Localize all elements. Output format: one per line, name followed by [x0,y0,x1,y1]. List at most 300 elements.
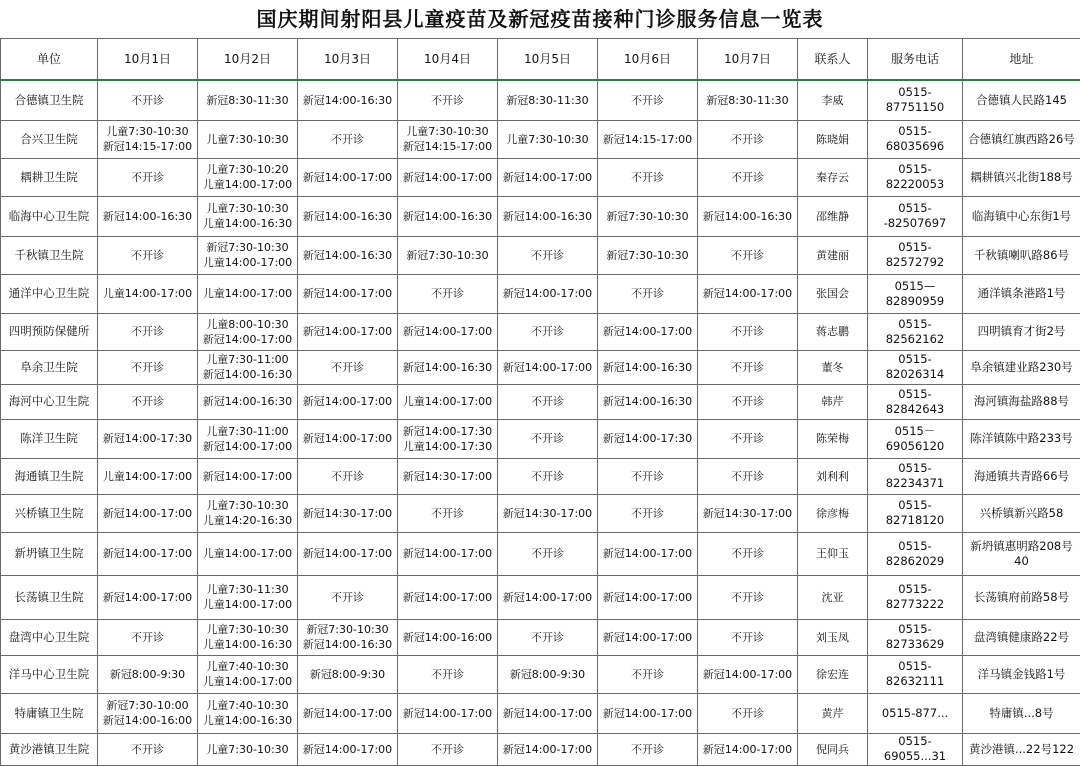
table-row [1,655,1080,693]
table-row [1,532,1080,575]
unit-name-cell: 四明预防保健所 [1,313,98,350]
schedule-entry: 不开诊 [100,248,195,263]
address-cell: 陈洋镇陈中路233号 [963,419,1080,458]
schedule-cell-oct1 [98,494,198,532]
schedule-cell-oct4 [398,494,498,532]
schedule-cell-oct5 [498,619,598,655]
schedule-cell-oct4 [398,733,498,765]
schedule-cell-oct6 [598,693,698,733]
schedule-cell-oct4 [398,120,498,158]
schedule-entry: 新冠14:00-16:30 [300,248,395,263]
schedule-entry: 新冠8:30-11:30 [500,93,595,108]
schedule-entry: 新冠14:00-17:00 [300,742,395,757]
schedule-cell-oct1 [98,274,198,313]
schedule-entry: 儿童7:40-10:30 [200,698,295,713]
address-cell: 耦耕镇兴北街188号 [963,158,1080,196]
address-cell: 阜余镇建业路230号 [963,350,1080,384]
address-cell: 海河镇海盐路88号 [963,384,1080,419]
phone-cell: 0515-82733629 [868,619,963,655]
address-cell: 新坍镇惠明路208号40 [963,532,1080,575]
schedule-cell-oct2 [198,532,298,575]
schedule-cell-oct7 [698,458,798,494]
schedule-entry: 新冠8:00-9:30 [300,667,395,682]
schedule-entry: 新冠14:30-17:00 [500,506,595,521]
schedule-entry: 新冠14:00-17:00 [100,590,195,605]
phone-cell: 0515－69056120 [868,419,963,458]
table-row [1,158,1080,196]
phone-cell: 0515--82507697 [868,196,963,236]
schedule-entry: 新冠8:00-9:30 [500,667,595,682]
schedule-cell-oct5 [498,693,598,733]
schedule-cell-oct4 [398,350,498,384]
schedule-entry: 新冠14:00-16:30 [600,394,695,409]
address-cell: 合德镇人民路145 [963,80,1080,120]
schedule-entry: 不开诊 [700,590,795,605]
column-header-oct6: 10月6日 [598,39,698,81]
address-cell: 通洋镇条港路1号 [963,274,1080,313]
schedule-entry: 新冠14:00-17:00 [400,546,495,561]
address-cell: 临海镇中心东街1号 [963,196,1080,236]
schedule-cell-oct3 [298,619,398,655]
schedule-cell-oct7 [698,158,798,196]
phone-cell: 0515-68035696 [868,120,963,158]
schedule-entry: 新冠14:00-17:00 [300,706,395,721]
contact-person-cell: 韩芹 [798,384,868,419]
schedule-entry: 不开诊 [600,742,695,757]
schedule-entry: 新冠14:15-17:00 [400,139,495,154]
schedule-entry: 儿童7:30-10:30 [200,132,295,147]
schedule-entry: 新冠7:30-10:30 [400,248,495,263]
schedule-entry: 新冠14:30-17:00 [700,506,795,521]
table-row [1,120,1080,158]
schedule-entry: 新冠8:30-11:30 [700,93,795,108]
contact-person-cell: 王仰玉 [798,532,868,575]
schedule-cell-oct7 [698,313,798,350]
schedule-entry: 不开诊 [500,324,595,339]
schedule-cell-oct1 [98,158,198,196]
schedule-cell-oct3 [298,158,398,196]
table-row [1,196,1080,236]
schedule-cell-oct6 [598,419,698,458]
schedule-entry: 不开诊 [100,394,195,409]
phone-cell: 0515-82572792 [868,236,963,274]
schedule-entry: 儿童14:00-16:30 [200,637,295,652]
schedule-cell-oct1 [98,419,198,458]
table-row [1,458,1080,494]
contact-person-cell: 徐彦梅 [798,494,868,532]
schedule-cell-oct5 [498,158,598,196]
schedule-entry: 儿童7:30-10:30 [500,132,595,147]
schedule-cell-oct4 [398,274,498,313]
schedule-entry: 新冠14:00-16:30 [100,209,195,224]
schedule-entry: 不开诊 [400,667,495,682]
schedule-cell-oct1 [98,619,198,655]
phone-cell: 0515-82862029 [868,532,963,575]
schedule-cell-oct6 [598,80,698,120]
column-header-oct5: 10月5日 [498,39,598,81]
schedule-cell-oct3 [298,80,398,120]
schedule-cell-oct7 [698,575,798,619]
schedule-cell-oct7 [698,350,798,384]
schedule-entry: 不开诊 [100,360,195,375]
schedule-cell-oct4 [398,693,498,733]
schedule-entry: 新冠14:00-16:00 [100,713,195,728]
schedule-cell-oct6 [598,384,698,419]
column-header-phone: 服务电话 [868,39,963,81]
schedule-cell-oct2 [198,196,298,236]
schedule-cell-oct5 [498,313,598,350]
contact-person-cell: 张国会 [798,274,868,313]
schedule-cell-oct2 [198,120,298,158]
schedule-cell-oct2 [198,80,298,120]
schedule-entry: 不开诊 [300,590,395,605]
schedule-cell-oct1 [98,120,198,158]
unit-name-cell: 盘湾中心卫生院 [1,619,98,655]
schedule-cell-oct3 [298,196,398,236]
schedule-entry: 新冠14:00-17:00 [200,469,295,484]
schedule-entry: 不开诊 [500,431,595,446]
address-cell: 长荡镇府前路58号 [963,575,1080,619]
schedule-cell-oct2 [198,619,298,655]
schedule-cell-oct3 [298,532,398,575]
schedule-entry: 儿童14:00-17:00 [400,394,495,409]
schedule-cell-oct7 [698,494,798,532]
schedule-entry: 新冠14:00-17:00 [600,590,695,605]
contact-person-cell: 秦存云 [798,158,868,196]
unit-name-cell: 海河中心卫生院 [1,384,98,419]
header-row [1,39,1080,81]
schedule-entry: 新冠14:00-16:30 [400,360,495,375]
schedule-entry: 不开诊 [100,324,195,339]
table-row [1,575,1080,619]
schedule-entry: 不开诊 [400,286,495,301]
schedule-cell-oct6 [598,313,698,350]
schedule-entry: 新冠7:30-10:30 [600,248,695,263]
address-cell: 海通镇共青路66号 [963,458,1080,494]
schedule-cell-oct5 [498,494,598,532]
schedule-entry: 不开诊 [300,360,395,375]
schedule-entry: 不开诊 [600,667,695,682]
schedule-cell-oct1 [98,384,198,419]
schedule-entry: 儿童7:30-10:30 [200,201,295,216]
contact-person-cell: 陈荣梅 [798,419,868,458]
phone-cell: 0515-82026314 [868,350,963,384]
table-row [1,80,1080,120]
schedule-cell-oct4 [398,575,498,619]
schedule-entry: 新冠14:00-17:00 [600,630,695,645]
schedule-cell-oct5 [498,419,598,458]
schedule-entry: 儿童7:30-10:20 [200,162,295,177]
schedule-cell-oct4 [398,80,498,120]
schedule-cell-oct7 [698,655,798,693]
schedule-entry: 新冠8:30-11:30 [200,93,295,108]
schedule-entry: 新冠14:00-17:00 [100,506,195,521]
schedule-cell-oct4 [398,313,498,350]
schedule-entry: 不开诊 [500,546,595,561]
schedule-entry: 不开诊 [300,132,395,147]
schedule-entry: 新冠14:15-17:00 [100,139,195,154]
schedule-entry: 新冠14:00-17:00 [700,667,795,682]
unit-name-cell: 合德镇卫生院 [1,80,98,120]
schedule-cell-oct1 [98,80,198,120]
schedule-cell-oct6 [598,120,698,158]
schedule-entry: 不开诊 [100,170,195,185]
schedule-entry: 不开诊 [700,394,795,409]
schedule-entry: 不开诊 [700,431,795,446]
schedule-entry: 新冠14:00-17:00 [300,546,395,561]
schedule-entry: 不开诊 [400,93,495,108]
schedule-entry: 不开诊 [600,170,695,185]
unit-name-cell: 通洋中心卫生院 [1,274,98,313]
schedule-cell-oct6 [598,274,698,313]
table-row [1,313,1080,350]
schedule-entry: 新冠14:00-16:30 [400,209,495,224]
column-header-contact: 联系人 [798,39,868,81]
schedule-cell-oct4 [398,655,498,693]
schedule-entry: 新冠7:30-10:30 [200,240,295,255]
schedule-entry: 不开诊 [400,506,495,521]
schedule-entry: 不开诊 [700,706,795,721]
table-body [1,80,1080,765]
schedule-cell-oct6 [598,532,698,575]
address-cell: 特庸镇...8号 [963,693,1080,733]
address-cell: 黄沙港镇...22号122 [963,733,1080,765]
schedule-entry: 新冠14:00-17:30 [400,424,495,439]
schedule-entry: 不开诊 [500,469,595,484]
schedule-entry: 不开诊 [700,248,795,263]
schedule-entry: 儿童7:30-11:00 [200,424,295,439]
schedule-entry: 新冠14:00-17:00 [300,324,395,339]
schedule-cell-oct3 [298,120,398,158]
schedule-cell-oct3 [298,313,398,350]
schedule-entry: 儿童14:20-16:30 [200,513,295,528]
schedule-entry: 不开诊 [500,630,595,645]
schedule-entry: 不开诊 [600,469,695,484]
vaccination-schedule-table [0,38,1080,766]
address-cell: 洋马镇金钱路1号 [963,655,1080,693]
schedule-entry: 新冠14:00-17:00 [500,170,595,185]
schedule-entry: 新冠14:00-17:00 [700,286,795,301]
contact-person-cell: 蒋志鹏 [798,313,868,350]
schedule-entry: 新冠14:00-17:00 [300,431,395,446]
schedule-cell-oct2 [198,313,298,350]
schedule-entry: 儿童7:30-11:30 [200,582,295,597]
schedule-entry: 儿童7:30-10:30 [200,622,295,637]
schedule-entry: 儿童7:40-10:30 [200,659,295,674]
phone-cell: 0515-82562162 [868,313,963,350]
schedule-entry: 儿童7:30-10:30 [200,742,295,757]
schedule-cell-oct7 [698,733,798,765]
schedule-cell-oct5 [498,384,598,419]
schedule-cell-oct5 [498,655,598,693]
column-header-oct1: 10月1日 [98,39,198,81]
schedule-cell-oct4 [398,236,498,274]
contact-person-cell: 刘玉凤 [798,619,868,655]
schedule-entry: 不开诊 [700,469,795,484]
address-cell: 千秋镇喇叭路86号 [963,236,1080,274]
table-row [1,236,1080,274]
contact-person-cell: 沈亚 [798,575,868,619]
unit-name-cell: 长荡镇卫生院 [1,575,98,619]
schedule-entry: 新冠14:00-16:30 [300,637,395,652]
schedule-entry: 新冠14:00-16:30 [200,367,295,382]
schedule-cell-oct7 [698,120,798,158]
schedule-cell-oct7 [698,196,798,236]
unit-name-cell: 特庸镇卫生院 [1,693,98,733]
schedule-cell-oct5 [498,274,598,313]
phone-cell: 0515-82842643 [868,384,963,419]
schedule-entry: 儿童8:00-10:30 [200,317,295,332]
schedule-entry: 新冠14:00-17:00 [400,324,495,339]
contact-person-cell: 黄芹 [798,693,868,733]
schedule-entry: 新冠7:30-10:00 [100,698,195,713]
unit-name-cell: 新坍镇卫生院 [1,532,98,575]
phone-cell: 0515-877... [868,693,963,733]
contact-person-cell: 倪同兵 [798,733,868,765]
address-cell: 四明镇育才街2号 [963,313,1080,350]
schedule-entry: 新冠14:00-16:30 [200,394,295,409]
schedule-entry: 新冠7:30-10:30 [600,209,695,224]
unit-name-cell: 兴桥镇卫生院 [1,494,98,532]
schedule-entry: 不开诊 [700,170,795,185]
schedule-cell-oct5 [498,196,598,236]
schedule-entry: 不开诊 [400,742,495,757]
schedule-entry: 新冠14:30-17:00 [300,506,395,521]
contact-person-cell: 李威 [798,80,868,120]
schedule-cell-oct2 [198,458,298,494]
schedule-entry: 新冠14:00-17:00 [300,286,395,301]
schedule-cell-oct2 [198,733,298,765]
schedule-entry: 新冠14:00-17:00 [300,170,395,185]
schedule-cell-oct7 [698,693,798,733]
address-cell: 兴桥镇新兴路58 [963,494,1080,532]
phone-cell: 0515—82890959 [868,274,963,313]
unit-name-cell: 陈洋卫生院 [1,419,98,458]
schedule-cell-oct7 [698,384,798,419]
schedule-entry: 新冠14:00-16:30 [600,360,695,375]
contact-person-cell: 黄建丽 [798,236,868,274]
contact-person-cell: 邵维静 [798,196,868,236]
schedule-cell-oct4 [398,619,498,655]
schedule-entry: 不开诊 [700,360,795,375]
column-header-oct2: 10月2日 [198,39,298,81]
column-header-unit: 单位 [1,39,98,81]
schedule-cell-oct6 [598,655,698,693]
unit-name-cell: 千秋镇卫生院 [1,236,98,274]
schedule-entry: 不开诊 [700,546,795,561]
unit-name-cell: 临海中心卫生院 [1,196,98,236]
table-row [1,274,1080,313]
schedule-entry: 新冠14:00-17:00 [700,742,795,757]
column-header-oct7: 10月7日 [698,39,798,81]
schedule-cell-oct5 [498,80,598,120]
schedule-entry: 不开诊 [700,324,795,339]
schedule-entry: 新冠14:30-17:00 [400,469,495,484]
schedule-cell-oct5 [498,733,598,765]
schedule-cell-oct4 [398,158,498,196]
document-title: 国庆期间射阳县儿童疫苗及新冠疫苗接种门诊服务信息一览表 [0,0,1080,38]
schedule-entry: 新冠14:00-17:00 [400,590,495,605]
schedule-entry: 儿童14:00-17:00 [100,286,195,301]
schedule-cell-oct1 [98,236,198,274]
schedule-entry: 新冠14:00-16:30 [300,209,395,224]
schedule-cell-oct6 [598,575,698,619]
schedule-cell-oct3 [298,733,398,765]
schedule-entry: 新冠14:00-17:00 [500,590,595,605]
contact-person-cell: 徐宏连 [798,655,868,693]
schedule-cell-oct5 [498,575,598,619]
schedule-cell-oct7 [698,80,798,120]
schedule-entry: 不开诊 [700,132,795,147]
table-row [1,350,1080,384]
schedule-cell-oct4 [398,384,498,419]
schedule-cell-oct3 [298,655,398,693]
schedule-cell-oct2 [198,419,298,458]
schedule-entry: 新冠14:00-16:00 [400,630,495,645]
phone-cell: 0515-69055...31 [868,733,963,765]
phone-cell: 0515-82773222 [868,575,963,619]
schedule-cell-oct6 [598,350,698,384]
schedule-entry: 新冠14:00-17:00 [100,546,195,561]
schedule-entry: 不开诊 [100,630,195,645]
table-row [1,494,1080,532]
schedule-cell-oct3 [298,419,398,458]
schedule-cell-oct7 [698,619,798,655]
schedule-cell-oct7 [698,419,798,458]
schedule-entry: 不开诊 [600,93,695,108]
schedule-cell-oct3 [298,575,398,619]
table-row [1,619,1080,655]
address-cell: 合德镇红旗西路26号 [963,120,1080,158]
schedule-entry: 新冠8:00-9:30 [100,667,195,682]
schedule-cell-oct3 [298,274,398,313]
contact-person-cell: 陈晓娟 [798,120,868,158]
schedule-entry: 儿童14:00-17:00 [200,674,295,689]
schedule-cell-oct5 [498,350,598,384]
schedule-cell-oct2 [198,693,298,733]
schedule-entry: 儿童7:30-10:30 [100,124,195,139]
schedule-cell-oct6 [598,196,698,236]
schedule-cell-oct3 [298,693,398,733]
schedule-entry: 新冠14:00-17:30 [600,431,695,446]
schedule-entry: 新冠14:00-17:00 [500,360,595,375]
schedule-cell-oct3 [298,384,398,419]
schedule-cell-oct4 [398,458,498,494]
schedule-cell-oct6 [598,458,698,494]
schedule-entry: 儿童14:00-17:00 [200,546,295,561]
unit-name-cell: 耦耕卫生院 [1,158,98,196]
schedule-entry: 新冠14:00-17:00 [500,742,595,757]
unit-name-cell: 阜余卫生院 [1,350,98,384]
phone-cell: 0515-87751150 [868,80,963,120]
schedule-entry: 不开诊 [100,742,195,757]
schedule-cell-oct3 [298,236,398,274]
schedule-cell-oct5 [498,458,598,494]
contact-person-cell: 刘利利 [798,458,868,494]
schedule-cell-oct2 [198,655,298,693]
schedule-cell-oct7 [698,236,798,274]
schedule-entry: 不开诊 [600,286,695,301]
contact-person-cell: 董冬 [798,350,868,384]
table-row [1,733,1080,765]
schedule-cell-oct7 [698,532,798,575]
schedule-entry: 新冠14:00-17:00 [200,332,295,347]
schedule-entry: 儿童14:00-17:00 [100,469,195,484]
schedule-cell-oct2 [198,494,298,532]
schedule-cell-oct2 [198,575,298,619]
schedule-cell-oct2 [198,384,298,419]
table-row [1,384,1080,419]
